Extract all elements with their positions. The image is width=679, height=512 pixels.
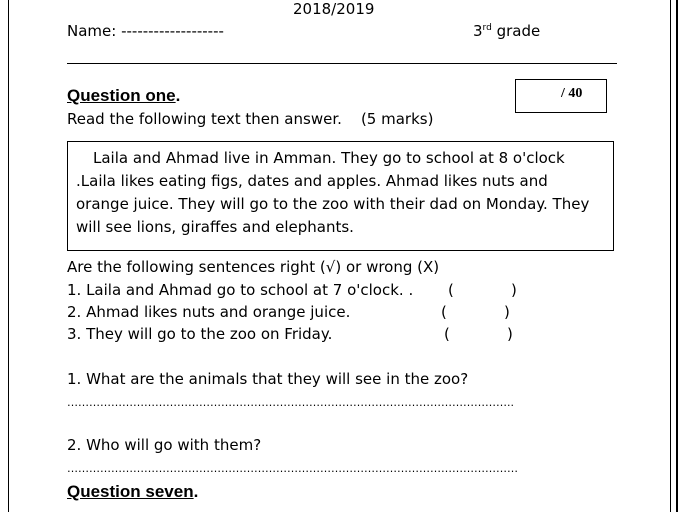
grade-suffix: rd [482,23,492,33]
statement-3: 3. They will go to the zoo on Friday. [67,325,333,343]
student-name-field: Name: ------------------- [67,22,224,40]
answer-paren-close-1: ) [511,281,517,299]
grade-word: grade [491,22,541,40]
question-one-instruction: Read the following text then answer. (5 marks) [67,110,434,128]
header-divider [67,63,617,64]
question-seven-period: . [193,482,199,501]
question-one-title: Question one [67,86,176,105]
score-total: / 40 [561,86,583,101]
answer-paren-open-2: ( [441,303,447,321]
answer-paren-open-3: ( [444,325,450,343]
question-seven-heading [67,482,198,502]
question-seven-title: Question seven [67,482,194,501]
open-question-1: 1. What are the animals that they will see in the zoo? [67,370,469,388]
passage-text: Laila and Ahmad live in Amman. They go to school at 8 o'clock .Laila likes eating figs, dates and apples. Ahmad likes nuts and orange juice. They will go to the zoo with their dad on Monday. They will see lions, giraffes and elephants. [76,149,590,236]
reading-passage [67,141,614,251]
grade-number: 3 [473,22,483,40]
answer-paren-close-3: ) [507,325,513,343]
page-right-border-inner [670,0,671,512]
page-left-border [8,0,9,512]
grade-label [473,22,540,40]
answer-blank-1[interactable] [458,283,508,301]
open-question-2: 2. Who will go with them? [67,436,262,454]
page-right-border-outer [676,0,678,512]
school-year: 2018/2019 [293,0,375,18]
answer-blank-3[interactable] [454,327,504,345]
score-box [515,79,607,113]
answer-paren-open-1: ( [448,281,454,299]
statement-1: 1. Laila and Ahmad go to school at 7 o'clock. . [67,281,414,299]
true-false-prompt: Are the following sentences right (√) or wrong (X) [67,258,440,276]
answer-line-1[interactable]: ………………………………………………………………………………………………………….. [67,396,514,409]
question-one-period: . [175,86,181,105]
answer-blank-2[interactable] [451,305,501,323]
question-one-heading [67,86,180,106]
statement-2: 2. Ahmad likes nuts and orange juice. [67,303,351,321]
answer-line-2[interactable]: …………………………………………………………………………………………………………… [67,462,518,475]
answer-paren-close-2: ) [504,303,510,321]
